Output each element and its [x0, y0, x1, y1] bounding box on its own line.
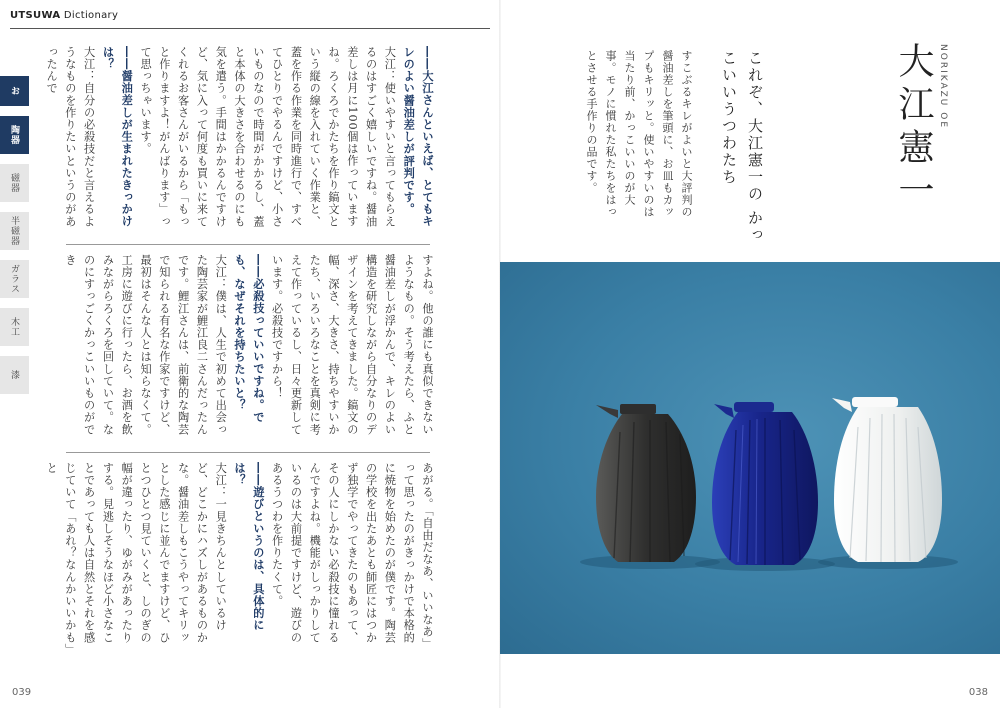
tab-o[interactable]: お	[0, 76, 29, 106]
interview-column-3	[46, 462, 436, 654]
tab-toki[interactable]: 陶器	[0, 116, 29, 154]
answer-3: すよね。他の誰にも真似できないようなもの。そう考えたら、ふと醤油差しが浮かんで、キレのよい構造を研究しながら自分なりのデザインを考えてきました。鎬文の幅、深さ、大きさ、持ちやすいかたち、いろいろなことを真剣に考えて作っているし、日々更新しています。必殺技ですから！	[270, 254, 434, 436]
tab-hanjiki[interactable]: 半磁器	[0, 212, 29, 250]
answer-1: 大江：使いやすいと言ってもらえるのはすごく嬉しいですね。醤油差しは月に100個は作っていますね。ろくろでかたちを作り鎬文という縦の線を入れていく作業と、蓋を作る作業を同時進行で、すべてひとりでやるんですけど、小さいものなので時間がかかるし、蓋と本体の大きさを合わせるのにも気を遣う。手間はかかるんですけど、気に入って何度も買いに来てくれるお客さんがいるから「もっと作りますよ！がんばります」って思っちゃいます。	[139, 46, 397, 228]
artist-romaji: NORIKAZU OE	[938, 44, 948, 130]
question-2: ――醤油差しが生まれたきっかけは？	[101, 46, 134, 228]
catchphrase: これぞ、大江憲一の かっこいいうつわたち	[720, 50, 764, 244]
column-rule-2	[66, 452, 430, 453]
page-number-right: 038	[968, 687, 988, 698]
header-rule	[10, 28, 490, 29]
question-3: ――必殺技っていいですね。でも、なぜそれを持ちたいと？	[233, 254, 265, 424]
artist-name-title: 大江憲一	[893, 42, 934, 214]
category-tabs	[0, 76, 29, 404]
answer-5: あがる。「自由だなあ、いいなあ」って思ったのがきっかけで本格的に焼物を始めたのが僕です。陶芸の学校を出たあとも師匠にはつかず独学でやってきたのもあって、その人にしかない必殺技に憧れるんですよね。機能がしっかりしているのは大前提ですけど、遊びのあるうつわを作りたくて。	[270, 462, 434, 650]
running-header	[10, 10, 118, 21]
soy-sauce-pots-illustration	[500, 262, 1000, 654]
blue-pot	[712, 402, 818, 565]
interview-column-2	[46, 254, 436, 446]
tab-glass[interactable]: ガラス	[0, 260, 29, 298]
answer-2: 大江：自分の必殺技だと言えるようなものを作りたいというのがあったんで	[45, 46, 96, 228]
interview-column-1	[45, 46, 436, 238]
page-number-left: 039	[12, 687, 32, 698]
question-4: ――遊びというのは、具体的には？	[233, 462, 265, 632]
white-pot	[832, 397, 942, 562]
tab-mokko[interactable]: 木工	[0, 308, 29, 346]
tab-urushi[interactable]: 漆	[0, 356, 29, 394]
answer-4: 大江：僕は、人生で初めて出会った陶芸家が鯉江良二さんだったんです。鯉江さんは、前衛的な陶芸で知られる有名な作家ですけど、最初はそんな人とは知らなくて。工房に遊びに行ったら、お酒を飲みながらろくろを回していて。なのにすっごくかっこいいものができ	[63, 254, 228, 436]
product-photo	[500, 262, 1000, 654]
black-pot	[596, 404, 696, 562]
lead-text: すこぶるキレがよいと大評判の醤油差しを筆頭に、お皿もカップもキリッと。使いやすいのは当たり前、かっこいいのが大事。モノに慣れた私たちをはっとさせる手作りの品です。	[585, 50, 693, 218]
header-sub: Dictionary	[63, 10, 119, 21]
answer-6: 大江：一見きちんとしているけど、どこかにハズしがあるものかな。醤油差しもこうやってキリッとした感じに並んでますけど、ひとつひとつ見ていくと、しのぎの幅が違ったり、ゆがみがあったりする。見逃しそうなほど小さなことであっても人は自然とそれを感じていて「あれ？なんかいいかも」と	[45, 462, 228, 650]
question-1: ――大江さんといえば、とてもキレのよい醤油差しが評判です。	[402, 46, 434, 228]
tab-jiki[interactable]: 磁器	[0, 164, 29, 202]
column-rule-1	[66, 244, 430, 245]
header-brand: UTSUWA	[10, 10, 61, 21]
